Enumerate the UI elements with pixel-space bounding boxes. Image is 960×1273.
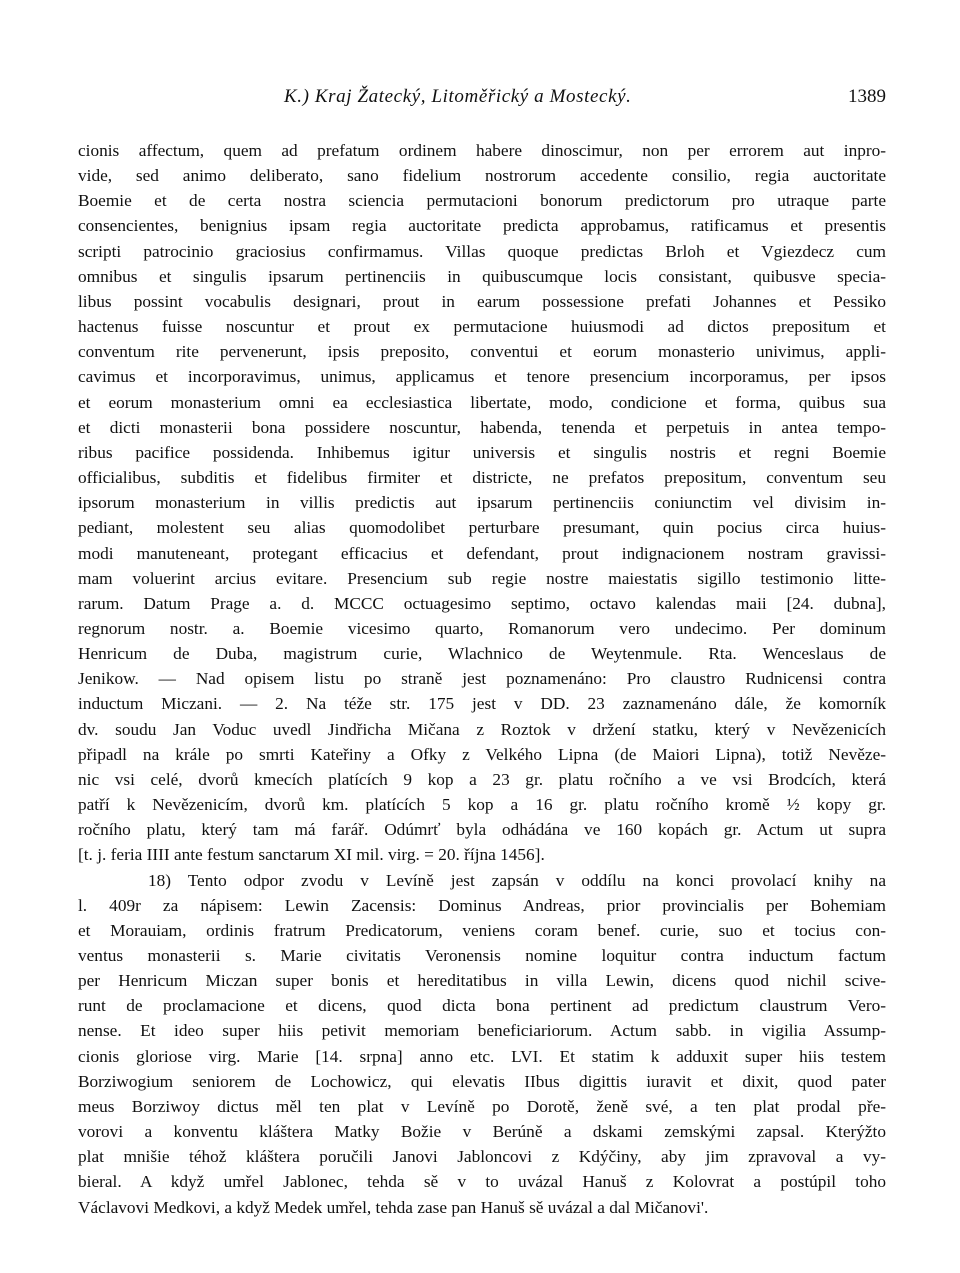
- text-line: conventum rite pervenerunt, ipsis preposito, conventui et eorum monasterio univimus, appli-: [78, 342, 886, 362]
- text-line: hactenus fuisse noscuntur et prout ex permutacione huiusmodi ad dictos prepositum et: [78, 317, 886, 337]
- text-line: cionis affectum, quem ad prefatum ordinem habere dinoscimur, non per errorem aut inpro-: [78, 141, 886, 160]
- text-line: Václavovi Medkovi, a když Medek umřel, tehda zase pan Hanuš sě uvázal a dal Mičanovi'.: [78, 1197, 709, 1217]
- document-page: [78, 0, 886, 1273]
- text-line: mam voluerint arcius evitare. Presencium sub regie nostre maiestatis sigillo testimonio litte-: [78, 568, 886, 588]
- text-line: et eorum monasterium omni ea ecclesiastica libertate, modo, condicione et forma, quibus sua: [78, 392, 886, 412]
- text-line: meus Borziwoy dictus měl ten plat v Levíně po Dorotě, ženě své, a ten plat prodal pře-: [78, 1096, 886, 1116]
- text-line: nic vsi celé, dvorů kmecích platících 9 kop a 23 gr. platu ročního a ve vsi Brodcích, která: [78, 769, 886, 789]
- text-line: bieral. A když umřel Jablonec, tehda sě v to uvázal Hanuš z Kolovrat a postúpil toho: [78, 1172, 886, 1192]
- text-line: [t. j. feria IIII ante festum sanctarum XI mil. virg. = 20. října 1456].: [78, 845, 545, 865]
- text-line: dv. soudu Jan Voduc uvedl Jindřicha Mičana z Roztok v držení statku, který v Nevězenicích: [78, 719, 886, 739]
- text-line: připadl na krále po smrti Kateřiny a Ofky z Velkého Lipna (de Maiori Lipna), totiž Nevěze-: [78, 744, 886, 764]
- running-head: K.) Kraj Žatecký, Litoměřický a Mostecký.: [284, 86, 632, 107]
- text-line: Boemie et de certa nostra sciencia permutacioni bonorum predictorum pro utraque parte: [78, 191, 886, 211]
- footnote-line: 18) Tento odpor zvodu v Levíně jest zapsán v oddílu na konci provolací knihy na: [148, 870, 886, 890]
- text-line: Jenikow. — Nad opisem listu po straně jest poznamenáno: Pro claustro Rudnicensi contra: [78, 669, 886, 689]
- text-line: scripti patrocinio graciosius confirmamus. Villas quoque predictas Brloh et Vgiezdecz cum: [78, 241, 886, 261]
- text-line: libus possint vocabulis designari, prout in earum possessione prefati Johannes et Pessiko: [78, 291, 886, 311]
- page-header: [78, 86, 886, 112]
- text-line: rarum. Datum Prage a. d. MCCC octuagesimo septimo, octavo kalendas maii [24. dubna],: [78, 593, 886, 613]
- text-line: et dicti monasterii bona possidere noscuntur, habenda, tenenda et perpetuis in antea tempo-: [78, 417, 886, 437]
- text-line: Borziwogium seniorem de Lochowicz, qui elevatis IIbus digittis iuravit et dixit, quod pater: [78, 1071, 886, 1091]
- text-line: modi manuteneant, protegant efficacius et defendant, prout indignacionem nostram gravissi-: [78, 543, 886, 563]
- text-line: nense. Et ideo super hiis petivit memoriam beneficiariorum. Actum sabb. in vigilia Assump-: [78, 1021, 886, 1041]
- text-line: ribus pacifice possidenda. Inhibemus igitur universis et singulis nostris et regni Boemie: [78, 442, 886, 462]
- text-line: runt de proclamacione et dicens, quod dicta bona pertinent ad predictum claustrum Vero-: [78, 996, 886, 1016]
- text-line: consencientes, benignius ipsam regia auctoritate predicta approbamus, ratificamus et presentis: [78, 216, 886, 236]
- text-line: l. 409r za nápisem: Lewin Zacensis: Dominus Andreas, prior provincialis per Bohemiam: [78, 895, 886, 915]
- text-line: patří k Nevězenicím, dvorů km. platících 5 kop a 16 gr. platu ročního kromě ½ kopy gr.: [78, 795, 886, 815]
- text-line: vide, sed animo deliberato, sano fidelium nostrorum accedente consilio, regia auctoritate: [78, 166, 886, 186]
- text-line: per Henricum Miczan super bonis et hereditatibus in villa Lewin, dicens quod nichil scive-: [78, 971, 886, 991]
- text-line: pediant, molestent seu alias quomodolibet perturbare presumant, quin pocius circa huius-: [78, 518, 886, 538]
- text-line: cionis gloriose virg. Marie [14. srpna] anno etc. LVI. Et statim k adduxit super hiis testem: [78, 1046, 886, 1066]
- text-line: Henricum de Duba, magistrum curie, Wlachnico de Weytenmule. Rta. Wenceslaus de: [78, 644, 886, 664]
- text-line: ipsorum monasterium in villis predictis aut ipsarum pertinenciis coniunctim vel divisim in-: [78, 493, 886, 513]
- text-line: ročního platu, který tam má farář. Odúmrť byla odhádána ve 160 kopách gr. Actum ut supra: [78, 820, 886, 840]
- text-line: et Morauiam, ordinis fratrum Predicatorum, veniens coram benef. curie, suo et tocius con-: [78, 920, 886, 940]
- text-line: officialibus, subditis et fidelibus firmiter et districte, ne prefatos prepositum, conventum seu: [78, 468, 886, 488]
- text-line: inductum Miczani. — 2. Na téže str. 175 jest v DD. 23 zaznamenáno dále, že komorník: [78, 694, 886, 714]
- text-line: vorovi a konventu kláštera Matky Božie v Berúně a dskami zemskými zapsal. Kterýžto: [78, 1122, 886, 1142]
- body-text: [78, 138, 886, 1220]
- page-number: 1389: [848, 86, 886, 107]
- text-line: ventus monasterii s. Marie civitatis Veronensis nomine loquitur contra inductum factum: [78, 946, 886, 965]
- text-line: cavimus et incorporavimus, unimus, applicamus et tenore presencium incorporamus, per ipsos: [78, 367, 886, 387]
- text-line: omnibus et singulis ipsarum pertinenciis in quibuscumque locis consistant, quibusve specia-: [78, 266, 886, 286]
- text-line: regnorum nostr. a. Boemie vicesimo quarto, Romanorum vero undecimo. Per dominum: [78, 618, 886, 638]
- text-line: plat mnišie téhož kláštera poručili Janovi Jabloncovi z Kdýčiny, aby jim zpravoval a vy-: [78, 1147, 886, 1167]
